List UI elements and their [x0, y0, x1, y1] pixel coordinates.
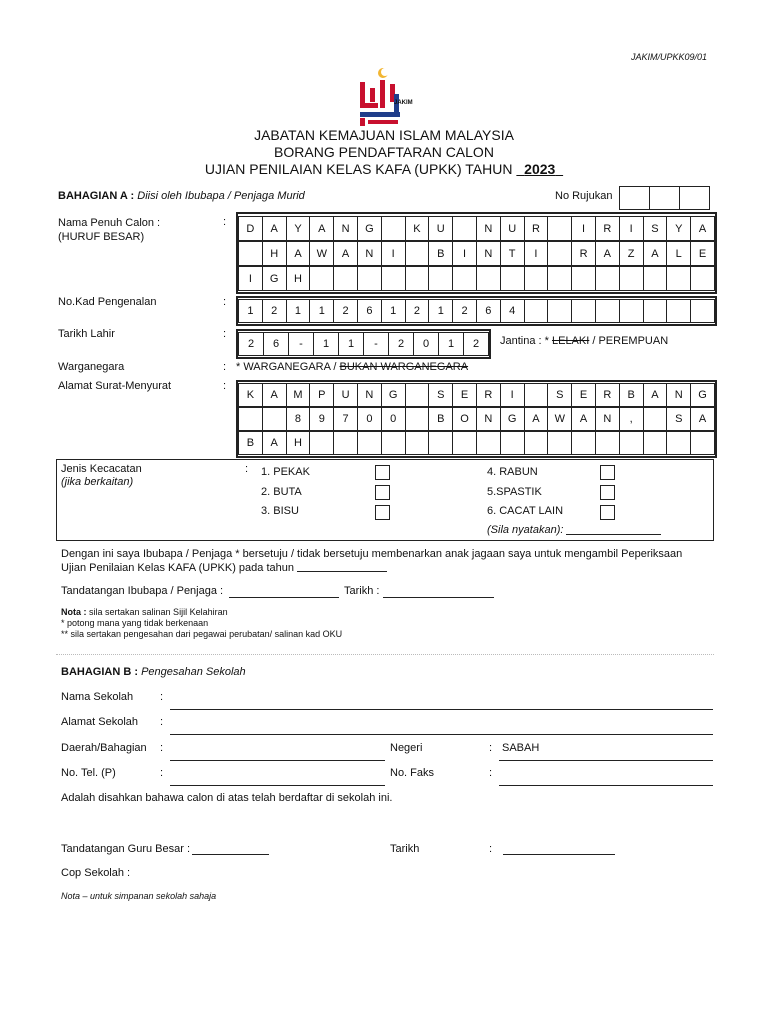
alamat-cell[interactable] — [500, 431, 525, 455]
checkbox-spastik[interactable] — [600, 485, 615, 500]
checkbox-buta[interactable] — [375, 485, 390, 500]
alamat-cell[interactable]: 0 — [381, 407, 406, 431]
nama-cell[interactable]: T — [500, 241, 525, 266]
tarikh-ibubapa-line[interactable] — [383, 597, 494, 598]
alamat-cell[interactable]: A — [643, 383, 668, 407]
dob-field[interactable] — [236, 329, 491, 359]
alamat-cell[interactable]: 9 — [309, 407, 334, 431]
nama-cell[interactable] — [547, 216, 572, 241]
warganegara-value: * WARGANEGARA / BUKAN WARGANEGARA — [236, 361, 469, 373]
nama-cell[interactable]: I — [238, 266, 263, 291]
alamat-cell[interactable] — [476, 431, 501, 455]
daerah-label: Daerah/Bahagian — [61, 742, 147, 754]
nama-cell[interactable]: B — [428, 241, 453, 266]
alamat-cell[interactable]: S — [428, 383, 453, 407]
alamat-cell[interactable]: A — [262, 431, 287, 455]
alamat-cell[interactable]: A — [690, 407, 715, 431]
alamat-cell[interactable]: E — [452, 383, 477, 407]
tarikh-b-label: Tarikh — [390, 843, 420, 855]
nama-cell[interactable] — [428, 266, 453, 291]
nama-cell[interactable]: A — [309, 216, 334, 241]
nama-cell[interactable]: L — [666, 241, 691, 266]
no-rujukan-label: No Rujukan — [555, 190, 613, 202]
nama-cell[interactable]: A — [643, 241, 668, 266]
alamat-cell[interactable]: S — [666, 407, 691, 431]
negeri-label: Negeri — [390, 742, 423, 754]
alamat-cell[interactable]: N — [357, 383, 382, 407]
dob-cell[interactable]: 1 — [313, 332, 339, 356]
opt-cacat-lain: 6. CACAT LAIN — [487, 505, 564, 517]
ic-cell[interactable]: 2 — [262, 299, 287, 323]
alamat-cell[interactable] — [571, 431, 596, 455]
nama-cell[interactable]: A — [595, 241, 620, 266]
ic-cell[interactable]: 1 — [309, 299, 334, 323]
nota-b: Nota – untuk simpanan sekolah sahaja — [61, 891, 217, 901]
negeri-colon: : — [489, 742, 493, 754]
nama-sekolah-label: Nama Sekolah — [61, 691, 134, 703]
no-tel-line[interactable] — [170, 785, 385, 786]
nama-cell[interactable]: I — [619, 216, 644, 241]
nama-cell[interactable]: I — [524, 241, 549, 266]
title-line-1: JABATAN KEMAJUAN ISLAM MALAYSIA — [254, 127, 514, 143]
nama-cell[interactable]: Y — [286, 216, 311, 241]
alamat-cell[interactable] — [595, 431, 620, 455]
alamat-cell[interactable] — [405, 407, 430, 431]
alamat-cell[interactable]: R — [476, 383, 501, 407]
section-divider — [56, 654, 714, 655]
alamat-cell[interactable] — [333, 431, 358, 455]
nama-cell[interactable]: H — [262, 241, 287, 266]
alamat-cell[interactable]: G — [500, 407, 525, 431]
nama-cell[interactable] — [547, 266, 572, 291]
nama-sekolah-colon: : — [160, 691, 164, 703]
alamat-label: Alamat Surat-Menyurat — [58, 380, 172, 392]
dob-cell[interactable]: - — [288, 332, 314, 356]
cop-sekolah-label: Cop Sekolah : — [61, 867, 131, 879]
alamat-sekolah-line[interactable] — [170, 734, 713, 735]
ic-colon: : — [223, 296, 227, 308]
bahagian-a-heading: BAHAGIAN A : Diisi oleh Ibubapa / Penjaga Murid — [58, 190, 305, 202]
alamat-cell[interactable] — [690, 431, 715, 455]
nama-cell[interactable] — [500, 266, 525, 291]
nama-cell[interactable]: R — [524, 216, 549, 241]
title-year: 2023 — [524, 161, 556, 177]
nama-cell[interactable] — [381, 216, 406, 241]
no-tel-colon: : — [160, 767, 164, 779]
dob-cell[interactable]: 2 — [463, 332, 489, 356]
consent-year-line[interactable] — [297, 571, 387, 572]
alamat-cell[interactable] — [428, 431, 453, 455]
nama-cell[interactable]: K — [405, 216, 430, 241]
alamat-cell[interactable]: A — [571, 407, 596, 431]
alamat-cell[interactable] — [405, 431, 430, 455]
nama-cell[interactable] — [405, 241, 430, 266]
alamat-cell[interactable] — [524, 431, 549, 455]
nama-cell[interactable] — [309, 266, 334, 291]
jantina-field: Jantina : * LELAKI / PEREMPUAN — [500, 335, 669, 347]
nama-colon: : — [223, 216, 227, 228]
alamat-sekolah-label: Alamat Sekolah — [61, 716, 139, 728]
nama-cell[interactable]: N — [476, 216, 501, 241]
checkbox-bisu[interactable] — [375, 505, 390, 520]
alamat-cell[interactable]: I — [500, 383, 525, 407]
ic-cell[interactable]: 1 — [238, 299, 263, 323]
dob-cell[interactable]: 6 — [263, 332, 289, 356]
nama-cell[interactable]: G — [262, 266, 287, 291]
nama-cell[interactable] — [690, 266, 715, 291]
dob-colon: : — [223, 328, 227, 340]
nama-cell[interactable] — [524, 266, 549, 291]
dob-label: Tarikh Lahir — [58, 328, 115, 340]
alamat-cell[interactable]: B — [428, 407, 453, 431]
sila-nyatakan-line[interactable] — [566, 534, 661, 535]
alamat-cell[interactable] — [643, 407, 668, 431]
no-faks-label: No. Faks — [390, 767, 435, 779]
alamat-cell[interactable] — [524, 383, 549, 407]
alamat-cell[interactable]: A — [262, 383, 287, 407]
warganegara-label: Warganegara — [58, 361, 125, 373]
alamat-cell[interactable]: , — [619, 407, 644, 431]
nama-cell[interactable]: Z — [619, 241, 644, 266]
alamat-cell[interactable]: A — [524, 407, 549, 431]
no-rujukan-boxes[interactable] — [619, 186, 710, 210]
nama-cell[interactable]: S — [643, 216, 668, 241]
nama-cell[interactable]: H — [286, 266, 311, 291]
daerah-line[interactable] — [170, 760, 385, 761]
alamat-cell[interactable]: N — [595, 407, 620, 431]
alamat-cell[interactable] — [666, 431, 691, 455]
nama-cell[interactable]: I — [571, 216, 596, 241]
alamat-cell[interactable]: K — [238, 383, 263, 407]
nama-cell[interactable]: A — [262, 216, 287, 241]
title-line-2: BORANG PENDAFTARAN CALON — [274, 144, 494, 160]
negeri-line[interactable] — [499, 760, 713, 761]
tarikh-ibubapa-label: Tarikh : — [344, 585, 380, 597]
daerah-colon: : — [160, 742, 164, 754]
ic-cell[interactable] — [619, 299, 644, 323]
checkbox-pekak[interactable] — [375, 465, 390, 480]
ic-cell[interactable]: 6 — [476, 299, 501, 323]
nama-cell[interactable]: N — [476, 241, 501, 266]
alamat-cell[interactable] — [357, 431, 382, 455]
consent-text: Dengan ini saya Ibubapa / Penjaga * bersetuju / tidak bersetuju membenarkan anak jagaan saya untuk mengambil Peperiksaan Ujian Penilaian Kelas KAFA (UPKK) pada tahun — [61, 548, 683, 574]
nama-cell[interactable] — [547, 241, 572, 266]
document-code: JAKIM/UPKK09/01 — [631, 52, 708, 62]
logo-text: JAKIM — [394, 100, 413, 106]
alamat-sekolah-colon: : — [160, 716, 164, 728]
nama-cell[interactable] — [476, 266, 501, 291]
ic-cell[interactable]: 2 — [333, 299, 358, 323]
alamat-cell[interactable]: G — [690, 383, 715, 407]
nama-cell[interactable]: A — [690, 216, 715, 241]
ic-cell[interactable]: 2 — [405, 299, 430, 323]
ic-cell[interactable]: 2 — [452, 299, 477, 323]
kecacatan-label: Jenis Kecacatan (jika berkaitan) — [61, 463, 142, 488]
nama-cell[interactable]: N — [333, 216, 358, 241]
dob-cell[interactable]: 0 — [413, 332, 439, 356]
alamat-colon: : — [223, 380, 227, 392]
alamat-cell[interactable]: E — [571, 383, 596, 407]
nama-cell[interactable]: Y — [666, 216, 691, 241]
sila-nyatakan-label: (Sila nyatakan): — [487, 524, 564, 536]
alamat-cell[interactable]: U — [333, 383, 358, 407]
nama-cell[interactable] — [381, 266, 406, 291]
kecacatan-colon: : — [245, 463, 249, 475]
alamat-cell[interactable]: 8 — [286, 407, 311, 431]
no-faks-line[interactable] — [499, 785, 713, 786]
alamat-cell[interactable] — [381, 431, 406, 455]
alamat-cell[interactable]: H — [286, 431, 311, 455]
nama-cell[interactable] — [619, 266, 644, 291]
alamat-cell[interactable]: 0 — [357, 407, 382, 431]
alamat-cell[interactable]: N — [476, 407, 501, 431]
nama-cell[interactable]: R — [571, 241, 596, 266]
title-line-3: UJIAN PENILAIAN KELAS KAFA (UPKK) TAHUN 2023 — [204, 161, 556, 177]
nama-cell[interactable]: I — [452, 241, 477, 266]
nama-cell[interactable]: W — [309, 241, 334, 266]
alamat-field[interactable] — [236, 380, 717, 458]
checkbox-rabun[interactable] — [600, 465, 615, 480]
alamat-cell[interactable] — [309, 431, 334, 455]
alamat-cell[interactable] — [238, 407, 263, 431]
ic-label: No.Kad Pengenalan — [58, 296, 157, 308]
alamat-cell[interactable] — [643, 431, 668, 455]
alamat-cell[interactable]: G — [381, 383, 406, 407]
alamat-cell[interactable]: N — [666, 383, 691, 407]
guru-besar-line[interactable] — [192, 854, 269, 855]
nama-sekolah-line[interactable] — [170, 709, 713, 710]
dob-cell[interactable]: 1 — [438, 332, 464, 356]
ic-cell[interactable] — [571, 299, 596, 323]
opt-rabun: 4. RABUN — [487, 466, 538, 478]
alamat-cell[interactable] — [619, 431, 644, 455]
ic-cell[interactable]: 4 — [500, 299, 525, 323]
jakim-logo — [356, 66, 412, 128]
nama-cell[interactable]: U — [428, 216, 453, 241]
nama-field[interactable] — [236, 212, 717, 294]
alamat-cell[interactable]: B — [619, 383, 644, 407]
nama-cell[interactable]: E — [690, 241, 715, 266]
opt-pekak: 1. PEKAK — [261, 466, 310, 478]
checkbox-cacat-lain[interactable] — [600, 505, 615, 520]
alamat-cell[interactable] — [547, 431, 572, 455]
alamat-cell[interactable]: R — [595, 383, 620, 407]
dob-cell[interactable]: - — [363, 332, 389, 356]
alamat-cell[interactable]: S — [547, 383, 572, 407]
nama-cell[interactable] — [643, 266, 668, 291]
nama-cell[interactable] — [405, 266, 430, 291]
alamat-cell[interactable]: W — [547, 407, 572, 431]
opt-buta: 2. BUTA — [261, 486, 302, 498]
nama-label: Nama Penuh Calon : (HURUF BESAR) — [58, 217, 161, 243]
opt-spastik: 5.SPASTIK — [487, 486, 542, 498]
alamat-cell[interactable]: B — [238, 431, 263, 455]
ic-cell[interactable]: 1 — [428, 299, 453, 323]
ic-cell[interactable]: 6 — [357, 299, 382, 323]
nota-section: Nota : sila sertakan salinan Sijil Kelahiran * potong mana yang tidak berkenaan ** sila sertakan pengesahan dari pegawai perubatan/ salinan kad OKU — [61, 607, 343, 639]
alamat-cell[interactable] — [405, 383, 430, 407]
dob-cell[interactable]: 2 — [388, 332, 414, 356]
dob-cell[interactable]: 2 — [238, 332, 264, 356]
nama-cell[interactable] — [571, 266, 596, 291]
alamat-cell[interactable] — [262, 407, 287, 431]
bahagian-b-heading: BAHAGIAN B : Pengesahan Sekolah — [61, 666, 246, 678]
nama-cell[interactable] — [238, 241, 263, 266]
nama-cell[interactable] — [333, 266, 358, 291]
ic-cell[interactable]: 1 — [286, 299, 311, 323]
nama-cell[interactable]: G — [357, 216, 382, 241]
ic-cell[interactable] — [666, 299, 691, 323]
opt-bisu: 3. BISU — [261, 505, 299, 517]
guru-besar-label: Tandatangan Guru Besar : — [61, 843, 191, 855]
form-title — [0, 127, 768, 178]
nama-cell[interactable] — [452, 266, 477, 291]
tarikh-b-line[interactable] — [503, 854, 615, 855]
nama-cell[interactable]: R — [595, 216, 620, 241]
ic-cell[interactable] — [690, 299, 715, 323]
ic-cell[interactable] — [595, 299, 620, 323]
ic-cell[interactable]: 1 — [381, 299, 406, 323]
nama-cell[interactable] — [452, 216, 477, 241]
tandatangan-ibubapa-label: Tandatangan Ibubapa / Penjaga : — [61, 585, 224, 597]
ic-cell[interactable] — [643, 299, 668, 323]
nama-cell[interactable]: I — [381, 241, 406, 266]
warganegara-colon: : — [223, 361, 227, 373]
nama-cell[interactable]: U — [500, 216, 525, 241]
dob-cell[interactable]: 1 — [338, 332, 364, 356]
ic-field[interactable] — [236, 296, 717, 326]
alamat-cell[interactable]: P — [309, 383, 334, 407]
alamat-cell[interactable]: M — [286, 383, 311, 407]
ic-cell[interactable] — [524, 299, 549, 323]
no-tel-label: No. Tel. (P) — [61, 767, 116, 779]
no-faks-colon: : — [489, 767, 493, 779]
disahkan-text: Adalah disahkan bahawa calon di atas telah berdaftar di sekolah ini. — [61, 792, 393, 804]
tarikh-b-colon: : — [489, 843, 493, 855]
nama-cell[interactable]: A — [333, 241, 358, 266]
nama-cell[interactable]: A — [286, 241, 311, 266]
nama-cell[interactable] — [666, 266, 691, 291]
nama-cell[interactable] — [595, 266, 620, 291]
negeri-value: SABAH — [502, 742, 540, 754]
alamat-cell[interactable]: O — [452, 407, 477, 431]
nama-cell[interactable] — [357, 266, 382, 291]
alamat-cell[interactable] — [452, 431, 477, 455]
tandatangan-ibubapa-line[interactable] — [229, 597, 339, 598]
alamat-cell[interactable]: 7 — [333, 407, 358, 431]
nama-cell[interactable]: N — [357, 241, 382, 266]
nama-cell[interactable]: D — [238, 216, 263, 241]
ic-cell[interactable] — [547, 299, 572, 323]
